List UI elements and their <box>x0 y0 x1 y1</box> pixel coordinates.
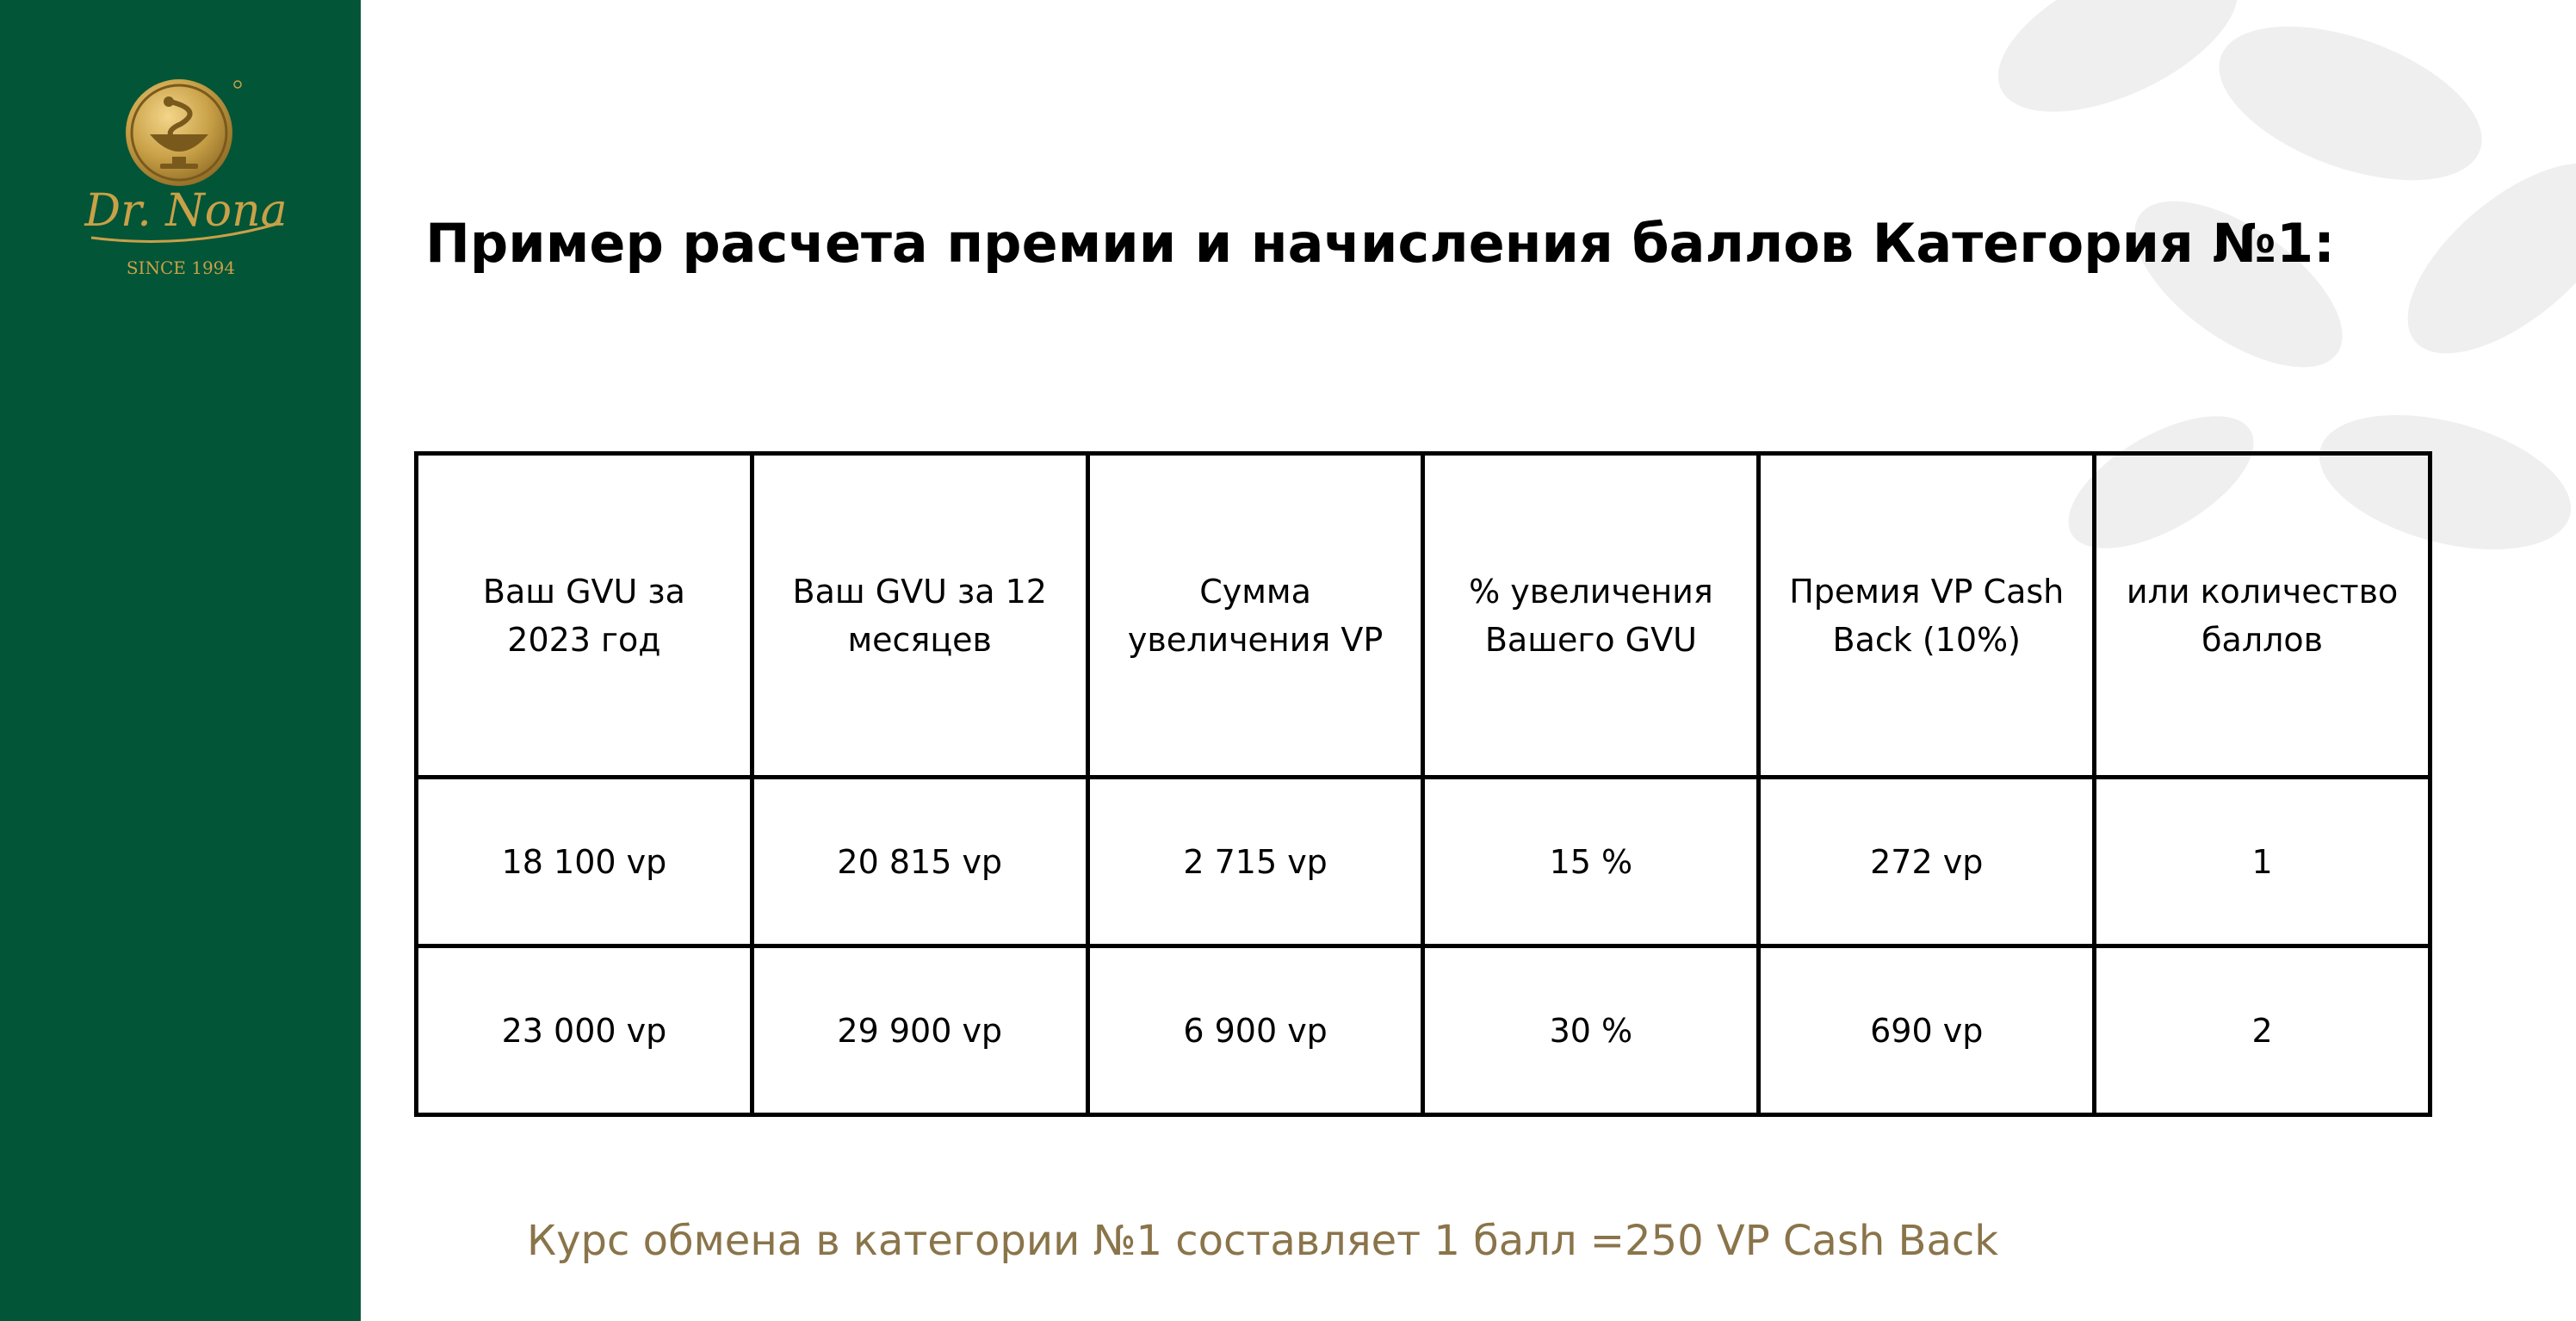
table-cell: 29 900 vp <box>752 946 1087 1115</box>
column-header: Сумма увеличения VP <box>1087 454 1423 778</box>
column-header: Ваш GVU за 2023 год <box>417 454 752 778</box>
svg-text:SINCE 1994: SINCE 1994 <box>126 257 236 278</box>
page-title: Пример расчета премии и начисления баллов Категория №1: <box>425 212 2335 275</box>
dr-nona-logo <box>74 72 298 288</box>
table-cell: 18 100 vp <box>417 778 752 946</box>
table-cell: 23 000 vp <box>417 946 752 1115</box>
calculation-table <box>414 451 2432 1117</box>
sidebar <box>0 0 361 1321</box>
table-cell: 272 vp <box>1759 778 2095 946</box>
table-row <box>417 946 2430 1115</box>
table-header-row <box>417 454 2430 778</box>
table-cell: 1 <box>2095 778 2430 946</box>
table-cell: 30 % <box>1423 946 1759 1115</box>
table-cell: 2 715 vp <box>1087 778 1423 946</box>
table-cell: 15 % <box>1423 778 1759 946</box>
svg-text:Dr. Nona: Dr. Nona <box>84 185 288 237</box>
table-cell: 20 815 vp <box>752 778 1087 946</box>
table-cell: 6 900 vp <box>1087 946 1423 1115</box>
column-header: Премия VP Cash Back (10%) <box>1759 454 2095 778</box>
table-row <box>417 778 2430 946</box>
column-header: или количество баллов <box>2095 454 2430 778</box>
exchange-rate-note: Курс обмена в категории №1 составляет 1 балл =250 VP Cash Back <box>527 1217 1999 1265</box>
column-header: Ваш GVU за 12 месяцев <box>752 454 1087 778</box>
table-cell: 690 vp <box>1759 946 2095 1115</box>
table-cell: 2 <box>2095 946 2430 1115</box>
column-header: % увеличения Вашего GVU <box>1423 454 1759 778</box>
